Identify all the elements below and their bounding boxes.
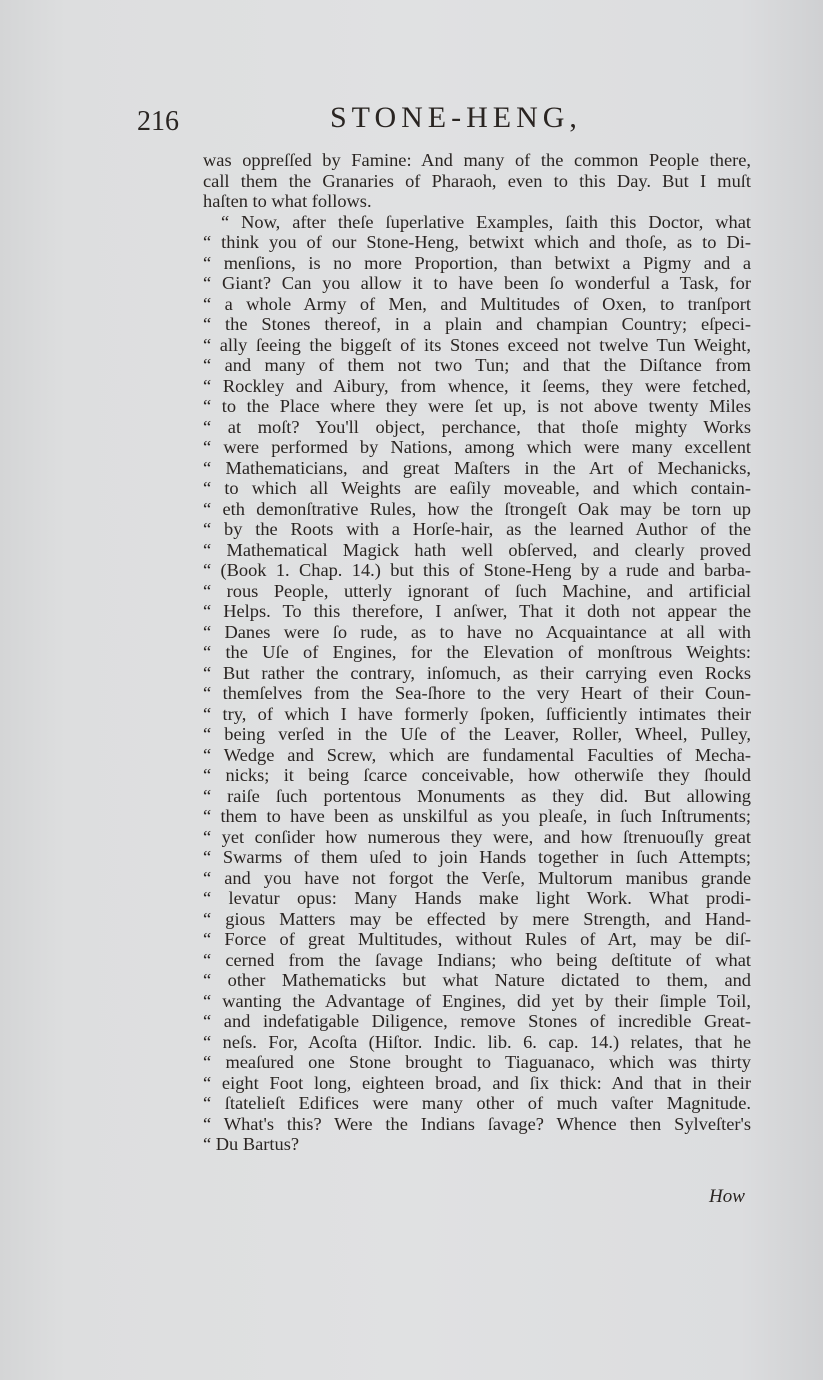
body-text <box>203 150 751 1155</box>
text-line: “ cerned from the ſavage Indians; who being deſtitute of what <box>203 949 751 970</box>
text-line: “ to the Place where they were ſet up, is not above twenty Miles <box>203 396 751 416</box>
text-line: “ by the Roots with a Horſe-hair, as the learned Author of the <box>203 519 751 539</box>
text-line: “ ally ſeeing the biggeſt of its Stones exceed not twelve Tun Weight, <box>203 334 751 355</box>
running-title: STONE-HENG, <box>330 101 582 134</box>
text-line: “ themſelves from the Sea-ſhore to the very Heart of their Coun- <box>203 683 751 703</box>
text-line: “ But rather the contrary, inſomuch, as their carrying even Rocks <box>203 662 751 683</box>
text-line: “ wanting the Advantage of Engines, did yet by their ſimple Toil, <box>203 990 751 1011</box>
text-line: “ nicks; it being ſcarce conceivable, how otherwiſe they ſhould <box>203 765 751 785</box>
text-line: “ the Uſe of Engines, for the Elevation of monſtrous Weights: <box>203 642 751 662</box>
text-line: “ were performed by Nations, among which were many excellent <box>203 437 751 457</box>
text-line: “ Giant? Can you allow it to have been ſo wonderful a Task, for <box>203 273 751 293</box>
text-line: “ eth demonſtrative Rules, how the ſtrongeſt Oak may be torn up <box>203 498 751 519</box>
text-line: “ ſtatelieſt Edifices were many other of much vaſter Magnitude. <box>203 1093 751 1113</box>
text-line: “ other Mathematicks but what Nature dictated to them, and <box>203 970 751 990</box>
text-line: “ Du Bartus? <box>203 1134 300 1154</box>
text-line: “ Helps. To this therefore, I anſwer, That it doth not appear the <box>203 601 751 621</box>
text-line: “ neſs. For, Acoſta (Hiſtor. Indic. lib. 6. cap. 14.) relates, that he <box>203 1031 751 1052</box>
text-line: “ a whole Army of Men, and Multitudes of Oxen, to tranſport <box>203 293 751 314</box>
text-line: “ try, of which I have formerly ſpoken, ſufficiently intimates their <box>203 703 751 724</box>
text-line: “ raiſe ſuch portentous Monuments as they did. But allowing <box>203 785 751 806</box>
text-line: “ them to have been as unskilful as you pleaſe, in ſuch Inſtruments; <box>203 806 751 826</box>
text-line: “ the Stones thereof, in a plain and champian Country; eſpeci- <box>203 314 751 334</box>
text-line: “ think you of our Stone-Heng, betwixt which and thoſe, as to Di- <box>203 232 751 252</box>
text-line: “ at moſt? You'll object, perchance, that thoſe mighty Works <box>203 416 751 437</box>
page-number: 216 <box>137 106 179 137</box>
text-line: “ rous People, utterly ignorant of ſuch Machine, and artificial <box>203 580 751 601</box>
text-line: was oppreſſed by Famine: And many of the common People there, <box>203 150 751 170</box>
text-line: “ levatur opus: Many Hands make light Work. What prodi- <box>203 888 751 908</box>
text-line: “ eight Foot long, eighteen broad, and ſix thick: And that in their <box>203 1072 751 1093</box>
text-line: “ Force of great Multitudes, without Rules of Art, may be diſ- <box>203 929 751 949</box>
text-line: “ Mathematicians, and great Maſters in the Art of Mechanicks, <box>203 457 751 478</box>
text-line: “ and many of them not two Tun; and that the Diſtance from <box>203 355 751 375</box>
text-line: “ to which all Weights are eaſily moveable, and which contain- <box>203 478 751 498</box>
text-line: “ Swarms of them uſed to join Hands together in ſuch Attempts; <box>203 847 751 867</box>
text-line: “ yet conſider how numerous they were, and how ſtrenuouſly great <box>203 826 751 847</box>
text-line: haſten to what follows. <box>203 191 372 211</box>
text-line: “ Danes were ſo rude, as to have no Acquaintance at all with <box>203 621 751 642</box>
text-line: “ being verſed in the Uſe of the Leaver, Roller, Wheel, Pulley, <box>203 724 751 744</box>
text-line: call them the Granaries of Pharaoh, even to this Day. But I muſt <box>203 170 751 191</box>
text-line: “ (Book 1. Chap. 14.) but this of Stone-Heng by a rude and barba- <box>203 560 751 580</box>
text-line: “ meaſured one Stone brought to Tiaguanaco, which was thirty <box>203 1052 751 1072</box>
text-line: “ Now, after theſe ſuperlative Examples, ſaith this Doctor, what <box>221 211 751 232</box>
catchword: How <box>709 1186 745 1207</box>
text-line: “ and you have not forgot the Verſe, Multorum manibus grande <box>203 867 751 888</box>
text-line: “ Mathematical Magick hath well obſerved, and clearly proved <box>203 539 751 560</box>
text-line: “ Rockley and Aibury, from whence, it ſeems, they were fetched, <box>203 375 751 396</box>
text-line: “ Wedge and Screw, which are fundamental Faculties of Mecha- <box>203 744 751 765</box>
text-line: “ and indefatigable Diligence, remove Stones of incredible Great- <box>203 1011 751 1031</box>
text-line: “ gious Matters may be effected by mere Strength, and Hand- <box>203 908 751 929</box>
text-line: “ What's this? Were the Indians ſavage? Whence then Sylveſter's <box>203 1113 751 1134</box>
text-line: “ menſions, is no more Proportion, than betwixt a Pigmy and a <box>203 252 751 273</box>
